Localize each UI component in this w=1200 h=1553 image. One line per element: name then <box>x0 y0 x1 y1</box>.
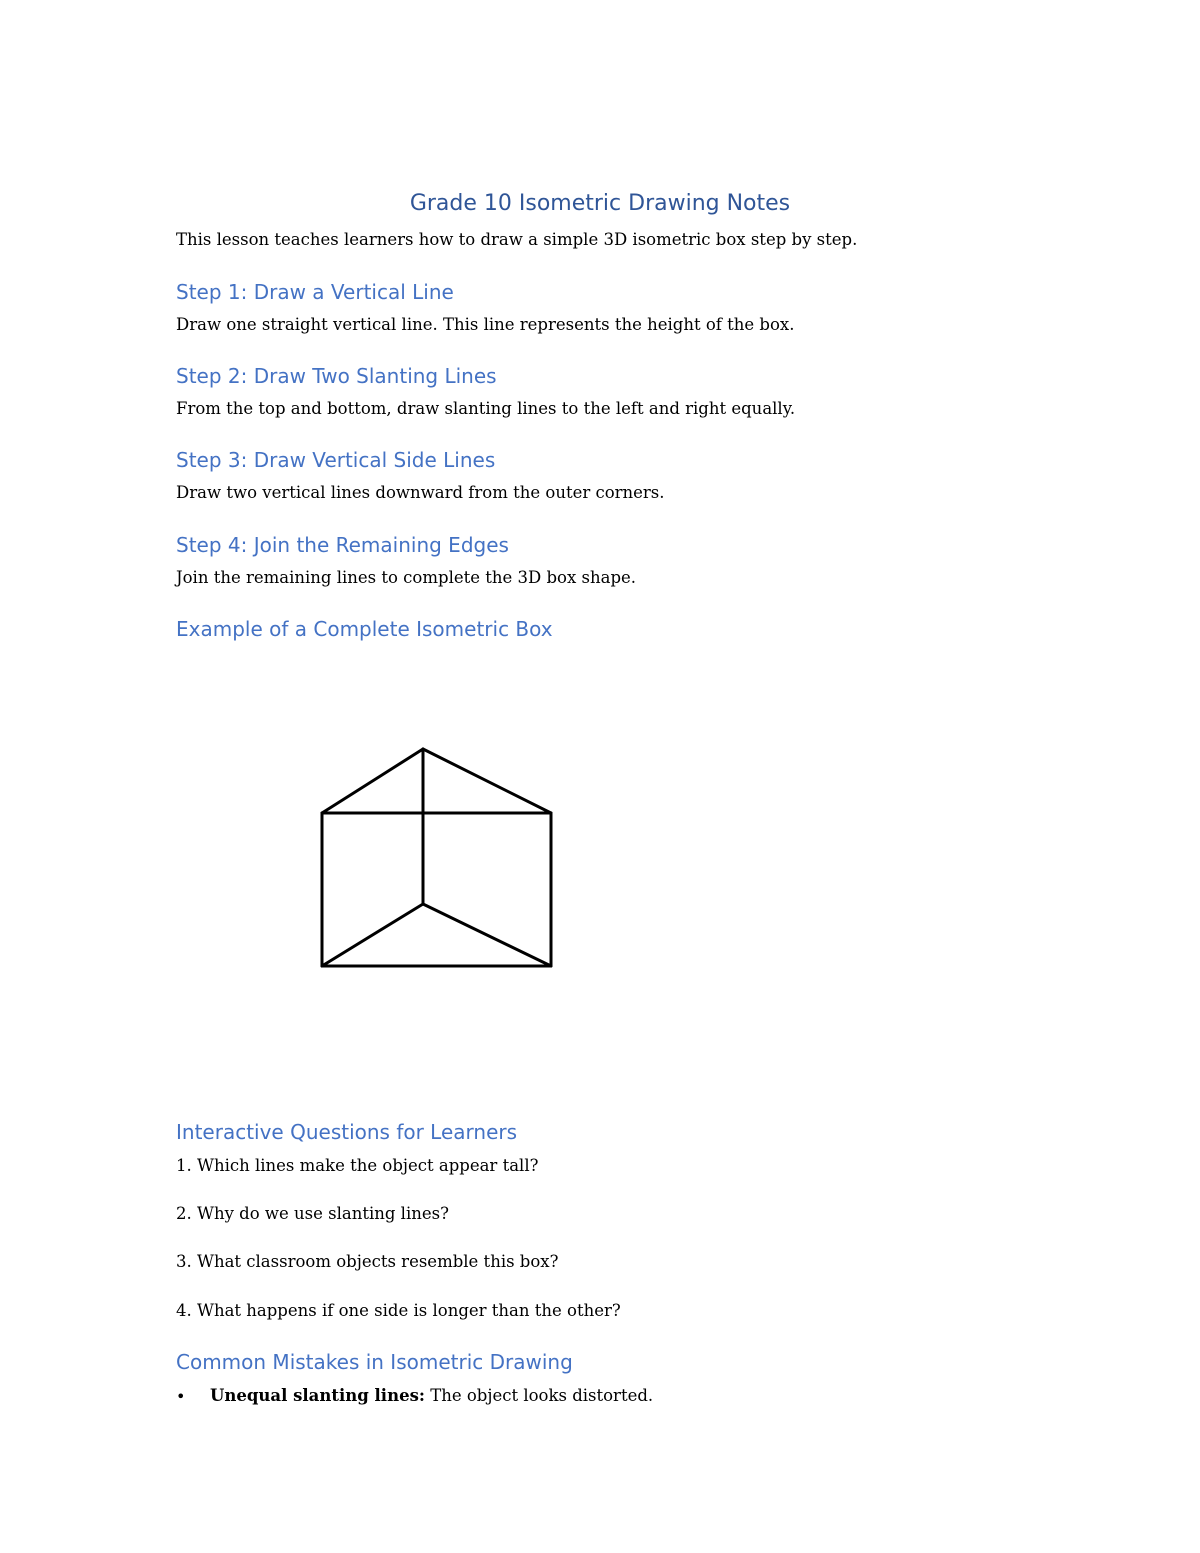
question-2: 2. Why do we use slanting lines? <box>176 1204 449 1223</box>
mistake-label: Unequal slanting lines: <box>210 1386 425 1405</box>
step-3-heading: Step 3: Draw Vertical Side Lines <box>176 448 496 472</box>
step-4-heading: Step 4: Join the Remaining Edges <box>176 533 509 557</box>
box-edge-top-right-slant <box>423 749 551 813</box>
step-1-heading: Step 1: Draw a Vertical Line <box>176 280 454 304</box>
question-3: 3. What classroom objects resemble this box? <box>176 1252 559 1271</box>
mistake-description: The object looks distorted. <box>424 1386 654 1405</box>
box-edge-top-left-slant <box>322 749 423 813</box>
mistakes-heading: Common Mistakes in Isometric Drawing <box>176 1350 573 1374</box>
step-4-text: Join the remaining lines to complete the 3D box shape. <box>176 568 637 587</box>
step-1-text: Draw one straight vertical line. This line represents the height of the box. <box>176 315 795 334</box>
question-4: 4. What happens if one side is longer than the other? <box>176 1301 621 1320</box>
box-edge-bottom-right-slant <box>423 904 551 966</box>
mistake-item <box>210 1386 653 1405</box>
step-2-text: From the top and bottom, draw slanting lines to the left and right equally. <box>176 399 796 418</box>
document-title: Grade 10 Isometric Drawing Notes <box>409 191 791 216</box>
question-1: 1. Which lines make the object appear tall? <box>176 1156 539 1175</box>
intro-text: This lesson teaches learners how to draw a simple 3D isometric box step by step. <box>176 230 858 249</box>
questions-heading: Interactive Questions for Learners <box>176 1120 518 1144</box>
step-3-text: Draw two vertical lines downward from the outer corners. <box>176 483 665 502</box>
box-edge-bottom-left-slant <box>322 904 423 966</box>
bullet-icon: • <box>176 1387 186 1406</box>
step-2-heading: Step 2: Draw Two Slanting Lines <box>176 364 497 388</box>
example-heading: Example of a Complete Isometric Box <box>176 617 553 641</box>
